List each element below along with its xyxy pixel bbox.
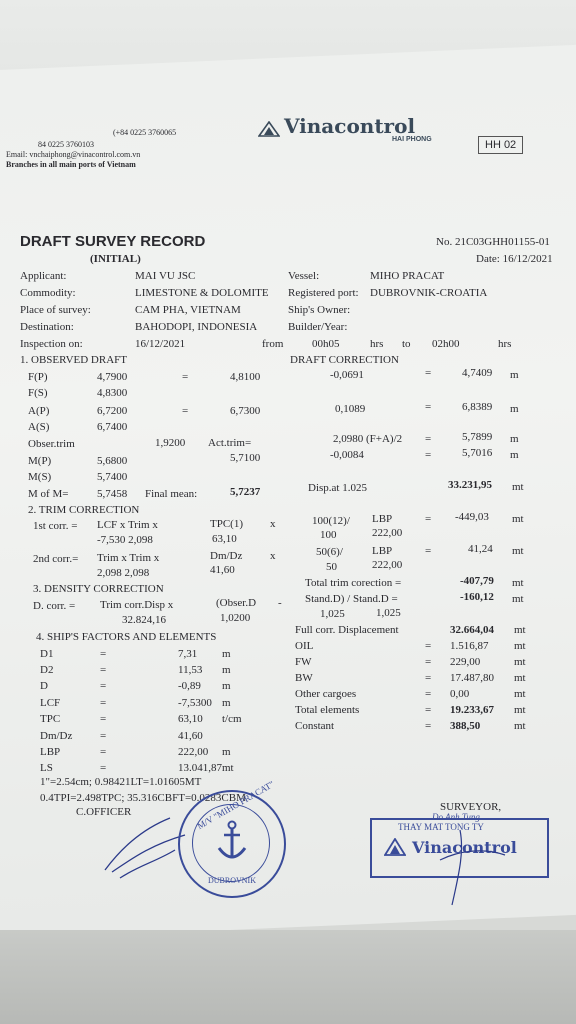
factor-eq: =: [100, 746, 107, 758]
factor-eq: =: [100, 713, 107, 725]
element-value: 32.664,04: [450, 624, 494, 636]
dmdz-value: 41,60: [210, 564, 235, 576]
inspection-value: 16/12/2021: [135, 338, 186, 350]
factor-value: 13.041,87: [178, 762, 222, 774]
factor-value: 7,31: [178, 648, 198, 660]
factor-label: LBP: [40, 746, 61, 758]
document-title: DRAFT SURVEY RECORD: [20, 233, 206, 250]
second-frac-top: 50(6)/: [316, 546, 343, 558]
second-corr-values: 2,098 2,098: [97, 567, 150, 579]
eq-fwd: =: [425, 367, 432, 379]
factor-eq: =: [100, 730, 107, 742]
obs-trim-label: Obser.trim: [28, 438, 75, 450]
factor-label: LS: [40, 762, 53, 774]
observed-heading: 1. OBSERVED DRAFT: [20, 354, 127, 366]
to-time: 02h00: [432, 338, 460, 350]
fwd-result: 4,7409: [462, 367, 493, 379]
factors-heading: 4. SHIP'S FACTORS AND ELEMENTS: [36, 631, 217, 643]
factor-unit: t/cm: [222, 713, 242, 725]
element-unit: mt: [514, 640, 526, 652]
phone-line: 84 0225 3760103: [38, 140, 94, 149]
stamp-logo-text: Vinacontrol: [412, 838, 517, 857]
port-value: DUBROVNIK-CROATIA: [370, 287, 488, 299]
factor-label: LCF: [40, 697, 61, 709]
as-value: 6,7400: [97, 421, 128, 433]
factor-value: -0,89: [178, 680, 201, 692]
fa-result: 5,7899: [462, 431, 493, 443]
density-obs-d: 1,0200: [220, 612, 251, 624]
unit-mt-c1: mt: [512, 513, 524, 525]
factor-label: D: [40, 680, 48, 692]
stamp-port-name: DUBROVNIK: [208, 876, 256, 885]
first-corr-values: -7,530 2,098: [97, 534, 153, 546]
fwd-corr: -0,0691: [330, 369, 364, 381]
factor-label: D2: [40, 664, 54, 676]
factor-value: -7,5300: [178, 697, 212, 709]
draft-corr-heading: DRAFT CORRECTION: [290, 354, 399, 366]
inspection-label: Inspection on:: [20, 338, 83, 350]
hrs-label-2: hrs: [498, 338, 512, 350]
stand-label: Stand.D) / Stand.D =: [305, 593, 398, 605]
ms-value: 5,7400: [97, 471, 128, 483]
ship-stamp: [178, 778, 286, 898]
factor-unit: mt: [222, 762, 234, 774]
element-eq: =: [425, 672, 432, 684]
element-value: 388,50: [450, 720, 481, 732]
email-line: Email: vnchaiphong@vinacontrol.com.vn: [6, 150, 141, 159]
commodity-value: LIMESTONE & DOLOMITE: [135, 287, 269, 299]
destination-label: Destination:: [20, 321, 74, 333]
eq-f: =: [182, 371, 189, 383]
element-label: FW: [295, 656, 312, 668]
density-label: D. corr. =: [33, 600, 76, 612]
applicant-label: Applicant:: [20, 270, 67, 282]
mid-corr: -0,0084: [330, 449, 364, 461]
port-label: Registered port:: [288, 287, 359, 299]
destination-value: BAHODOPI, INDONESIA: [135, 321, 258, 333]
fp-value: 4,7900: [97, 371, 128, 383]
aft-corr: 0,1089: [335, 403, 366, 415]
from-label: from: [262, 338, 284, 350]
element-unit: mt: [514, 672, 526, 684]
element-label: Full corr. Displacement: [295, 624, 399, 636]
unit-mt-c2: mt: [512, 545, 524, 557]
document-subtitle: (INITIAL): [90, 253, 141, 265]
element-value: 1.516,87: [450, 640, 489, 652]
density-dash: -: [278, 597, 282, 609]
density-obser: (Obser.D: [216, 597, 257, 609]
factor-value: 41,60: [178, 730, 203, 742]
dmdz-label: Dm/Dz: [210, 550, 243, 562]
mp-value: 5,6800: [97, 455, 128, 467]
eq-aft: =: [425, 401, 432, 413]
factor-label: Dm/Dz: [40, 730, 73, 742]
surveyor-signature: [430, 830, 510, 915]
disp-value: 33.231,95: [448, 479, 492, 491]
density-disp: 32.824,16: [122, 614, 166, 626]
to-label: to: [402, 338, 411, 350]
factor-value: 63,10: [178, 713, 203, 725]
act-trim-label: Act.trim=: [208, 437, 252, 449]
rho-1: 1,025: [320, 608, 345, 620]
element-value: 19.233,67: [450, 704, 494, 716]
place-label: Place of survey:: [20, 304, 91, 316]
total-trim-label: Total trim corection =: [305, 577, 402, 589]
factor-value: 11,53: [178, 664, 203, 676]
mp-label: M(P): [28, 455, 52, 467]
aft-result: 6,8389: [462, 401, 493, 413]
final-mean-value: 5,7237: [230, 486, 261, 498]
a-mean-value: 6,7300: [230, 405, 261, 417]
applicant-value: MAI VU JSC: [135, 270, 196, 282]
lbp-value-1: 222,00: [372, 527, 403, 539]
form-code-badge: HH 02: [478, 136, 523, 154]
factor-unit: m: [222, 697, 231, 709]
ap-value: 6,7200: [97, 405, 128, 417]
unit-m-4: m: [510, 449, 519, 461]
stand-value: -160,12: [460, 591, 494, 603]
factor-unit: m: [222, 664, 231, 676]
element-label: BW: [295, 672, 313, 684]
unit-mt-disp: mt: [512, 481, 524, 493]
factor-value: 222,00: [178, 746, 209, 758]
from-time: 00h05: [312, 338, 340, 350]
lbp-label-2: LBP: [372, 545, 393, 557]
trim-heading: 2. TRIM CORRECTION: [28, 504, 140, 516]
unit-mt-stand: mt: [512, 593, 524, 605]
x-sign-2: x: [270, 550, 276, 562]
element-unit: mt: [514, 656, 526, 668]
factor-eq: =: [100, 680, 107, 692]
unit-mt-total: mt: [512, 577, 524, 589]
mofm-label: M of M=: [28, 488, 69, 500]
factor-eq: =: [100, 762, 107, 774]
element-label: Total elements: [295, 704, 360, 716]
factor-unit: m: [222, 648, 231, 660]
second-corr-label: 2nd corr.=: [33, 553, 79, 565]
eq-a: =: [182, 405, 189, 417]
element-value: 17.487,80: [450, 672, 494, 684]
mofm-value: 5,7458: [97, 488, 128, 500]
element-label: Other cargoes: [295, 688, 357, 700]
commodity-label: Commodity:: [20, 287, 76, 299]
mid-result: 5,7016: [462, 447, 493, 459]
factor-label: D1: [40, 648, 54, 660]
element-eq: =: [425, 704, 432, 716]
act-trim-value: 5,7100: [230, 452, 261, 464]
vinacontrol-emblem-icon: [258, 121, 280, 137]
density-formula: Trim corr.Disp x: [100, 599, 174, 611]
document-number: No. 21C03GHH01155-01: [436, 236, 550, 248]
element-unit: mt: [514, 704, 526, 716]
element-value: 229,00: [450, 656, 481, 668]
second-frac-bot: 50: [326, 561, 337, 573]
element-eq: =: [425, 656, 432, 668]
vessel-value: MIHO PRACAT: [370, 270, 445, 282]
element-unit: mt: [514, 624, 526, 636]
factor-unit: m: [222, 680, 231, 692]
conversion-note-1: 1"=2.54cm; 0.98421LT=1.01605MT: [40, 776, 202, 788]
eq-fa: =: [425, 433, 432, 445]
phone-top: (+84 0225 3760065: [113, 128, 177, 137]
vinacontrol-logo: [258, 114, 415, 138]
eq-mid: =: [425, 449, 432, 461]
element-value: 0,00: [450, 688, 470, 700]
element-unit: mt: [514, 720, 526, 732]
final-mean-label: Final mean:: [145, 488, 198, 500]
element-eq: =: [425, 720, 432, 732]
vinacontrol-stamp-icon: [384, 838, 406, 861]
disp-label: Disp.at 1.025: [308, 482, 367, 494]
obs-trim-value: 1,9200: [155, 437, 186, 449]
first-frac-bot: 100: [320, 529, 337, 541]
ap-label: A(P): [28, 405, 50, 417]
vessel-label: Vessel:: [288, 270, 320, 282]
table-surface: [0, 930, 576, 1024]
stamp-ship-name: M/V "MIHO PRACAT": [195, 778, 276, 832]
eq-c1: =: [425, 513, 432, 525]
unit-m-2: m: [510, 403, 519, 415]
logo-text: Vinacontrol: [284, 114, 416, 138]
factor-eq: =: [100, 697, 107, 709]
place-value: CAM PHA, VIETNAM: [135, 304, 241, 316]
element-label: Constant: [295, 720, 335, 732]
factor-label: TPC: [40, 713, 61, 725]
officer-signature: [100, 810, 190, 885]
second-corr-formula: Trim x Trim x: [97, 552, 160, 564]
factor-eq: =: [100, 664, 107, 676]
x-sign-1: x: [270, 518, 276, 530]
fp-label: F(P): [28, 371, 48, 383]
unit-m-1: m: [510, 369, 519, 381]
lbp-label-1: LBP: [372, 513, 393, 525]
rho-2: 1,025: [376, 607, 401, 619]
builder-label: Builder/Year:: [288, 321, 348, 333]
tpc-value: 63,10: [212, 533, 237, 545]
first-corr-result: -449,03: [455, 511, 489, 523]
branches-line: Branches in all main ports of Vietnam: [6, 160, 136, 169]
surveyor-name: THAY MAT TONG TY: [398, 822, 484, 832]
unit-m-3: m: [510, 433, 519, 445]
fa-formula: 2,0980 (F+A)/2: [333, 433, 403, 445]
density-heading: 3. DENSITY CORRECTION: [33, 583, 164, 595]
document-date: Date: 16/12/2021: [476, 253, 553, 265]
total-trim-value: -407,79: [460, 575, 494, 587]
lbp-value-2: 222,00: [372, 559, 403, 571]
hrs-label-1: hrs: [370, 338, 384, 350]
element-eq: =: [425, 688, 432, 700]
eq-c2: =: [425, 545, 432, 557]
as-label: A(S): [28, 421, 50, 433]
tpc-label: TPC(1): [210, 518, 243, 530]
factor-unit: m: [222, 746, 231, 758]
f-mean-value: 4,8100: [230, 371, 261, 383]
surveyor-label: SURVEYOR,: [440, 801, 502, 813]
element-unit: mt: [514, 688, 526, 700]
second-corr-result: 41,24: [468, 543, 493, 555]
fs-value: 4,8300: [97, 387, 128, 399]
first-corr-label: 1st corr. =: [33, 520, 78, 532]
element-eq: =: [425, 640, 432, 652]
first-frac-top: 100(12)/: [312, 515, 350, 527]
factor-eq: =: [100, 648, 107, 660]
conversion-note-2: 0.4TPI=2.498TPC; 35.316CBFT=0.0283CBM: [40, 792, 246, 804]
officer-label: C.OFFICER: [76, 806, 132, 818]
first-corr-formula: LCF x Trim x: [97, 519, 158, 531]
surveyor-signature-text: Do Anh Tung: [432, 812, 480, 822]
element-label: OIL: [295, 640, 314, 652]
logo-subtitle: HAI PHONG: [392, 136, 432, 143]
anchor-icon: [216, 820, 248, 869]
owner-label: Ship's Owner:: [288, 304, 351, 316]
fs-label: F(S): [28, 387, 48, 399]
ms-label: M(S): [28, 471, 52, 483]
